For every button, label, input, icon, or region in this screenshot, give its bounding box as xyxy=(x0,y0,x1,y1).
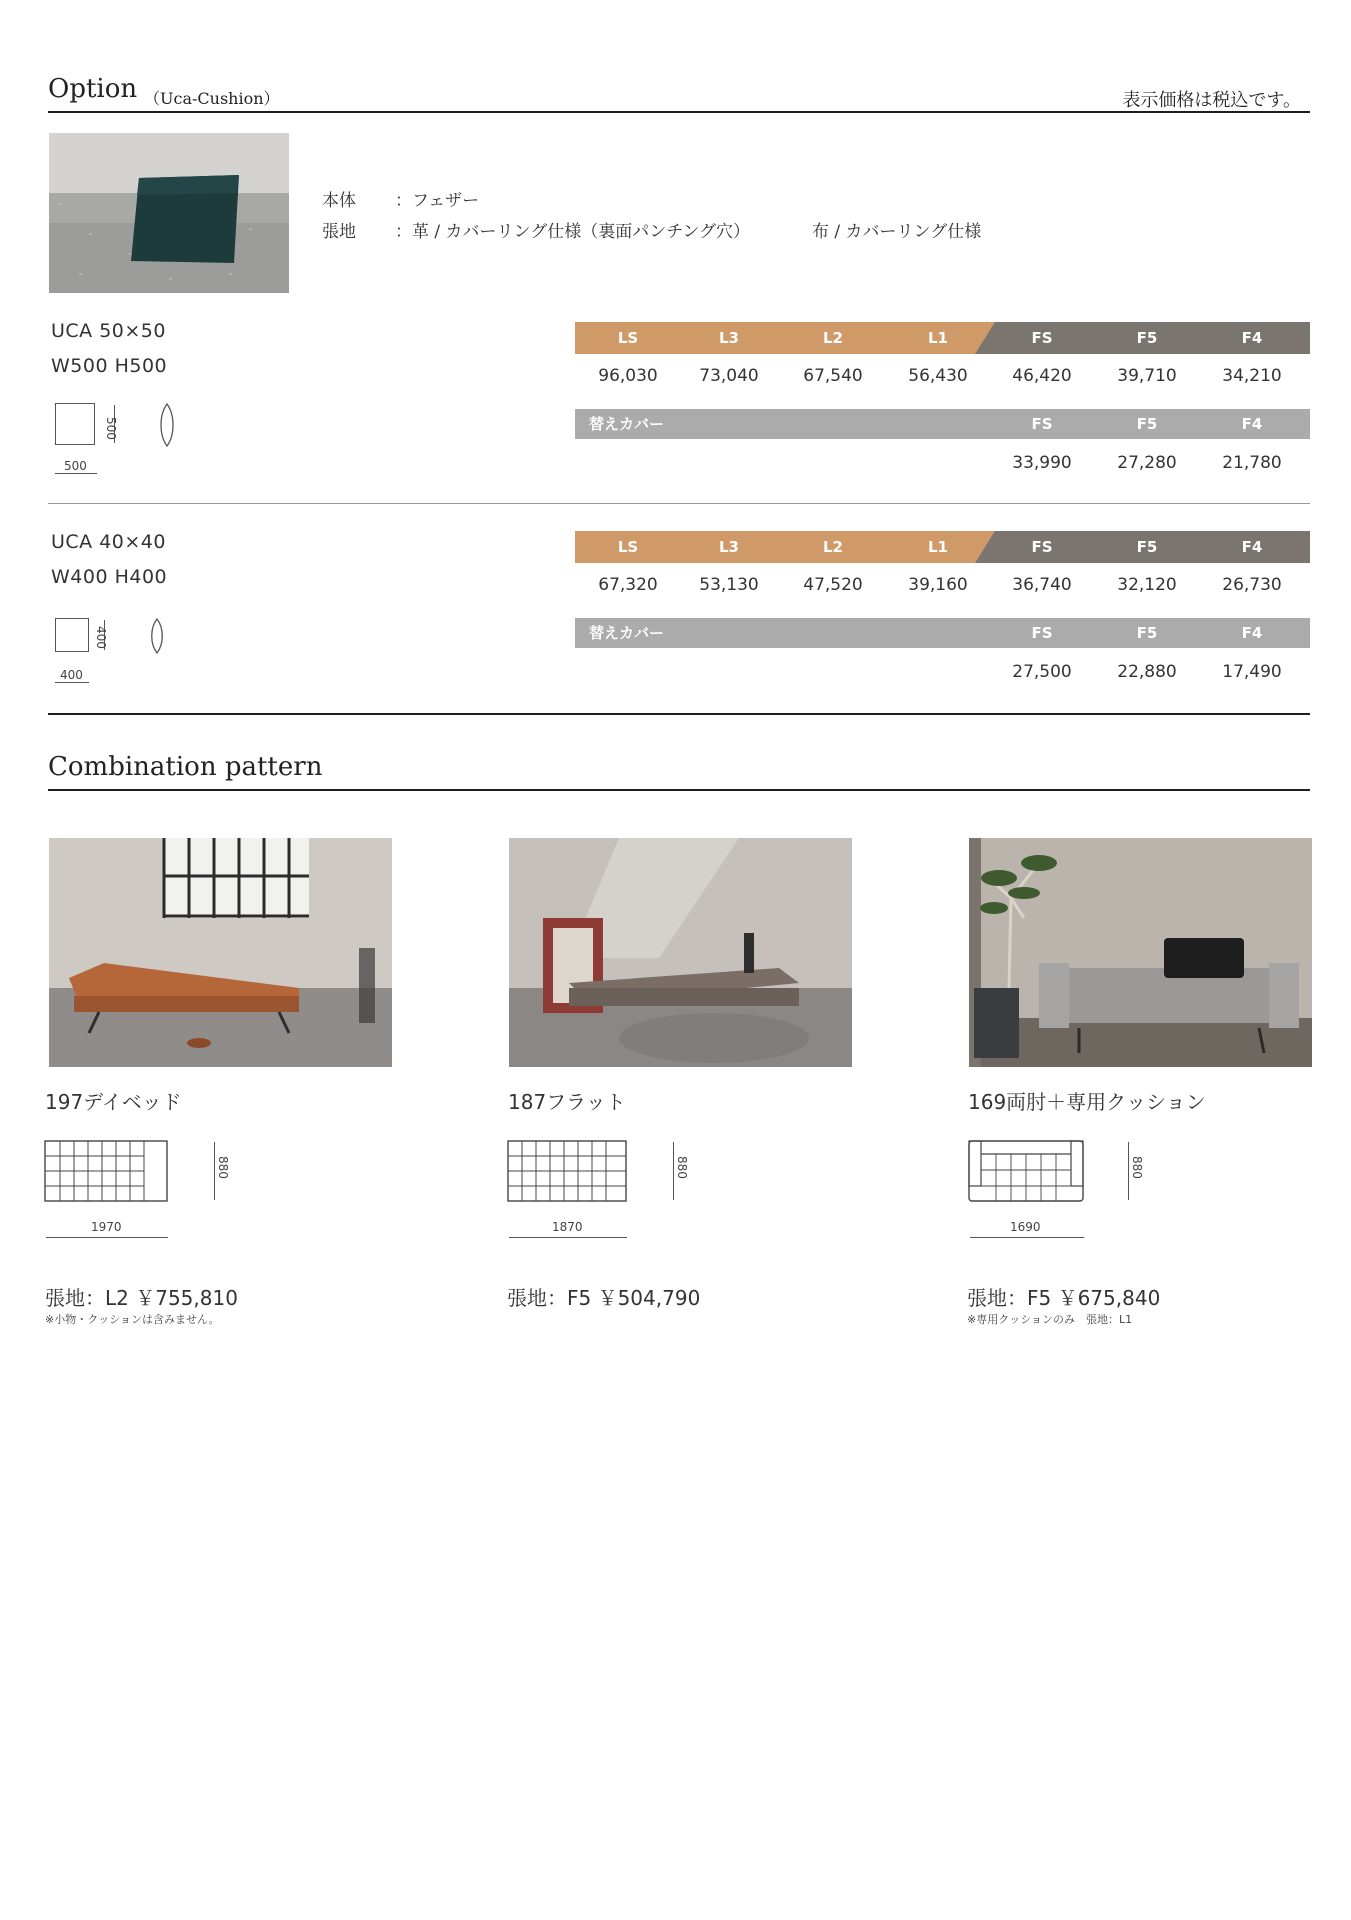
daybed-photo xyxy=(49,838,392,1067)
price-cell: 26,730 xyxy=(1222,575,1282,595)
width-dimension: 400 xyxy=(60,668,83,682)
width-dimension-line xyxy=(46,1237,168,1238)
spec-body-value: ：フェザー xyxy=(395,191,480,211)
price-cell: 73,040 xyxy=(699,366,759,386)
cover-label: 替えカバー xyxy=(589,415,665,433)
grade-header: FS xyxy=(1031,538,1053,556)
spec-cover-label: 張地 xyxy=(322,222,356,242)
product-name: UCA 40×40 xyxy=(51,531,166,553)
cushion-photo xyxy=(49,133,289,293)
cover-grade-header: FS xyxy=(1031,624,1053,642)
combo-note: ※専用クッションのみ 張地：L1 xyxy=(967,1313,1133,1326)
flat-bench-photo xyxy=(509,838,852,1067)
width-dimension: 500 xyxy=(64,459,87,473)
cover-price-cell: 22,880 xyxy=(1117,662,1177,682)
grade-header: FS xyxy=(1031,329,1053,347)
price-cell: 32,120 xyxy=(1117,575,1177,595)
grade-header: F5 xyxy=(1136,329,1158,347)
combo-item-name: 187フラット xyxy=(508,1090,626,1114)
price-cell: 67,320 xyxy=(598,575,658,595)
depth-dimension-line xyxy=(673,1142,674,1200)
height-dimension: 400 xyxy=(94,626,108,649)
price-cell: 39,710 xyxy=(1117,366,1177,386)
product-diagram xyxy=(52,400,202,480)
combination-rule xyxy=(48,789,1310,791)
price-cell: 96,030 xyxy=(598,366,658,386)
price-cell: 34,210 xyxy=(1222,366,1282,386)
combo-item-name: 197デイベッド xyxy=(45,1090,182,1114)
section-title-option: Option xyxy=(48,74,138,104)
width-dimension: 1870 xyxy=(552,1220,583,1234)
price-table xyxy=(575,531,1310,691)
sofa-plan-outline xyxy=(968,1140,1084,1202)
grade-header: L3 xyxy=(719,329,739,347)
sofa-photo xyxy=(969,838,1312,1067)
pillow-front-outline xyxy=(55,618,89,652)
grade-header: F5 xyxy=(1136,538,1158,556)
cover-price-cell: 27,500 xyxy=(1012,662,1072,682)
grade-header: LS xyxy=(617,329,639,347)
spec-cover-value-leather: ：革 / カバーリング仕様（裏面パンチング穴） xyxy=(395,222,751,242)
width-dimension-line xyxy=(55,682,89,683)
tax-note: 表示価格は税込です。 xyxy=(1122,90,1301,111)
width-dimension-line xyxy=(970,1237,1084,1238)
depth-dimension: 880 xyxy=(216,1156,230,1179)
depth-dimension-line xyxy=(1128,1142,1129,1200)
section-divider xyxy=(48,713,1310,715)
spec-body-label: 本体 xyxy=(322,191,356,211)
grade-header: L2 xyxy=(823,329,843,347)
price-table xyxy=(575,322,1310,482)
cover-price-cell: 27,280 xyxy=(1117,453,1177,473)
cover-label: 替えカバー xyxy=(589,624,665,642)
price-cell: 39,160 xyxy=(908,575,968,595)
price-cell: 47,520 xyxy=(803,575,863,595)
height-dimension: 500 xyxy=(104,417,118,440)
grade-header: LS xyxy=(617,538,639,556)
grade-header-row xyxy=(575,531,1310,563)
grade-header-row xyxy=(575,322,1310,354)
cover-grade-header: F5 xyxy=(1136,624,1158,642)
daybed-plan-outline xyxy=(44,1140,168,1202)
price-cell: 46,420 xyxy=(1012,366,1072,386)
width-dimension-line xyxy=(55,473,97,474)
combo-item-name: 169両肘＋専用クッション xyxy=(968,1090,1206,1114)
combo-price: 張地：L2 ￥755,810 xyxy=(45,1286,238,1310)
price-cell: 53,130 xyxy=(699,575,759,595)
cover-header-bar xyxy=(575,618,1310,648)
header-rule xyxy=(48,111,1310,113)
depth-dimension: 880 xyxy=(675,1156,689,1179)
combo-price: 張地：F5 ￥504,790 xyxy=(507,1286,701,1310)
product-size: W400 H400 xyxy=(51,566,168,588)
product-diagram xyxy=(52,615,202,695)
flat-plan-diagram xyxy=(507,1140,707,1240)
width-dimension: 1690 xyxy=(1010,1220,1041,1234)
price-cell: 56,430 xyxy=(908,366,968,386)
daybed-plan-diagram xyxy=(44,1140,244,1240)
combo-price: 張地：F5 ￥675,840 xyxy=(967,1286,1161,1310)
pillow-front-outline xyxy=(55,403,95,445)
price-cell: 67,540 xyxy=(803,366,863,386)
grade-header: F4 xyxy=(1241,538,1263,556)
section-title-combination: Combination pattern xyxy=(48,752,323,782)
cover-price-cell: 17,490 xyxy=(1222,662,1282,682)
product-divider xyxy=(48,503,1310,504)
cover-price-cell: 33,990 xyxy=(1012,453,1072,473)
cover-grade-header: F4 xyxy=(1241,415,1263,433)
width-dimension: 1970 xyxy=(91,1220,122,1234)
flat-plan-outline xyxy=(507,1140,627,1202)
spec-cover-value-fabric: 布 / カバーリング仕様 xyxy=(812,222,982,242)
cover-grade-header: F4 xyxy=(1241,624,1263,642)
combo-note: ※小物・クッションは含みません。 xyxy=(45,1313,220,1326)
cover-header-bar xyxy=(575,409,1310,439)
grade-header: L3 xyxy=(719,538,739,556)
width-dimension-line xyxy=(509,1237,627,1238)
section-subtitle: （Uca-Cushion） xyxy=(144,89,280,108)
pillow-side-outline xyxy=(148,618,166,654)
price-cell: 36,740 xyxy=(1012,575,1072,595)
grade-header: L2 xyxy=(823,538,843,556)
cover-price-cell: 21,780 xyxy=(1222,453,1282,473)
grade-header: F4 xyxy=(1241,329,1263,347)
sofa-plan-diagram xyxy=(968,1140,1168,1240)
cover-grade-header: F5 xyxy=(1136,415,1158,433)
depth-dimension: 880 xyxy=(1130,1156,1144,1179)
cover-grade-header: FS xyxy=(1031,415,1053,433)
product-size: W500 H500 xyxy=(51,355,168,377)
product-name: UCA 50×50 xyxy=(51,320,166,342)
pillow-side-outline xyxy=(157,403,177,447)
grade-header: L1 xyxy=(928,329,948,347)
grade-header: L1 xyxy=(928,538,948,556)
depth-dimension-line xyxy=(214,1142,215,1200)
